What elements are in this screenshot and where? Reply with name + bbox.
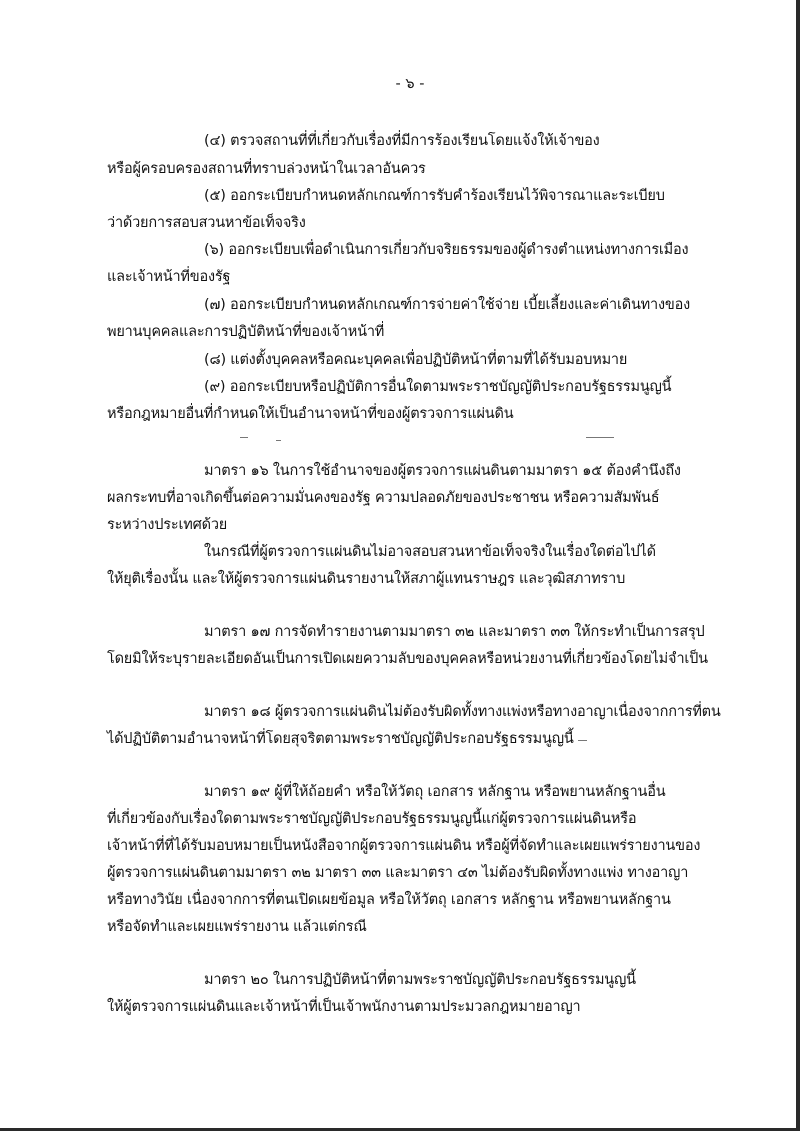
text-line-14: ระหว่างประเทศด้วย — [107, 517, 228, 533]
text-line-18: โดยมิให้ระบุรายละเอียดอันเป็นการเปิดเผยความลับของบุคคลหรือหน่วยงานที่เกี่ยวข้องโดยไม่จำเป็น — [107, 651, 708, 667]
text-line-9: (๘) แต่งตั้งบุคคลหรือคณะบุคคลเพื่อปฏิบัติหน้าที่ตามที่ได้รับมอบหมาย — [204, 352, 628, 368]
text-line-24: ผู้ตรวจการแผ่นดินตามมาตรา ๓๒ มาตรา ๓๓ และมาตรา ๔๓ ไม่ต้องรับผิดทั้งทางแพ่ง ทางอาญา — [107, 865, 689, 881]
text-line-28: ให้ผู้ตรวจการแผ่นดินและเจ้าหน้าที่เป็นเจ้าพนักงานตามประมวลกฎหมายอาญา — [107, 999, 581, 1015]
text-line-22: ที่เกี่ยวข้องกับเรื่องใดตามพระราชบัญญัติประกอบรัฐธรรมนูญนี้แก่ผู้ตรวจการแผ่นดินหรือ — [107, 811, 637, 827]
page-number: - ๖ - — [395, 76, 425, 92]
scan-mark — [240, 437, 248, 438]
text-line-16: ให้ยุติเรื่องนั้น และให้ผู้ตรวจการแผ่นดินรายงานให้สภาผู้แทนราษฎร และวุฒิสภาทราบ — [107, 571, 626, 587]
text-line-27: มาตรา ๒๐ ในการปฏิบัติหน้าที่ตามพระราชบัญญัติประกอบรัฐธรรมนูญนี้ — [204, 972, 636, 988]
text-line-5: (๖) ออกระเบียบเพื่อดำเนินการเกี่ยวกับจริยธรรมของผู้ดำรงตำแหน่งทางการเมือง — [204, 242, 689, 258]
text-line-26: หรือจัดทำและเผยแพร่รายงาน แล้วแต่กรณี — [107, 919, 367, 935]
text-line-20: ได้ปฏิบัติตามอำนาจหน้าที่โดยสุจริตตามพระราชบัญญัติประกอบรัฐธรรมนูญนี้ — [107, 731, 574, 747]
text-line-15: ในกรณีที่ผู้ตรวจการแผ่นดินไม่อาจสอบสวนหาข้อเท็จจริงในเรื่องใดต่อไปได้ — [204, 544, 656, 560]
text-line-4: ว่าด้วยการสอบสวนหาข้อเท็จจริง — [107, 215, 306, 231]
text-line-2: หรือผู้ครอบครองสถานที่ทราบล่วงหน้าในเวลาอันควร — [107, 161, 426, 177]
scan-mark — [586, 437, 614, 438]
text-line-6: และเจ้าหน้าที่ของรัฐ — [107, 269, 231, 285]
text-line-1: (๔) ตรวจสถานที่ที่เกี่ยวกับเรื่องที่มีการร้องเรียนโดยแจ้งให้เจ้าของ — [204, 133, 600, 149]
text-line-17: มาตรา ๑๗ การจัดทำรายงานตามมาตรา ๓๒ และมาตรา ๓๓ ให้กระทำเป็นการสรุป — [204, 624, 705, 640]
scan-mark — [578, 740, 587, 741]
text-line-12: มาตรา ๑๖ ในการใช้อำนาจของผู้ตรวจการแผ่นดินตามมาตรา ๑๕ ต้องคำนึงถึง — [204, 463, 681, 479]
text-line-25: หรือทางวินัย เนื่องจากการที่ตนเปิดเผยข้อมูล หรือให้วัตถุ เอกสาร หลักฐาน หรือพยานหลักฐาน — [107, 892, 671, 908]
scan-mark — [276, 440, 281, 441]
text-line-19: มาตรา ๑๘ ผู้ตรวจการแผ่นดินไม่ต้องรับผิดทั้งทางแพ่งหรือทางอาญาเนื่องจากการที่ตน — [204, 704, 721, 720]
text-line-3: (๕) ออกระเบียบกำหนดหลักเกณฑ์การรับคำร้องเรียนไว้พิจารณาและระเบียบ — [204, 188, 665, 204]
text-line-10: (๙) ออกระเบียบหรือปฏิบัติการอื่นใดตามพระราชบัญญัติประกอบรัฐธรรมนูญนี้ — [204, 379, 672, 395]
text-line-11: หรือกฎหมายอื่นที่กำหนดให้เป็นอำนาจหน้าที่ของผู้ตรวจการแผ่นดิน — [107, 406, 514, 422]
page-edge-right — [796, 0, 800, 1131]
text-line-23: เจ้าหน้าที่ที่ได้รับมอบหมายเป็นหนังสือจากผู้ตรวจการแผ่นดิน หรือผู้ที่จัดทำและเผยแพร่รายงานของ — [107, 838, 701, 854]
text-line-21: มาตรา ๑๙ ผู้ที่ให้ถ้อยคำ หรือให้วัตถุ เอกสาร หลักฐาน หรือพยานหลักฐานอื่น — [204, 784, 666, 800]
text-line-8: พยานบุคคลและการปฏิบัติหน้าที่ของเจ้าหน้าที่ — [107, 324, 385, 340]
text-line-13: ผลกระทบที่อาจเกิดขึ้นต่อความมั่นคงของรัฐ ความปลอดภัยของประชาชน หรือความสัมพันธ์ — [107, 490, 660, 506]
text-line-7: (๗) ออกระเบียบกำหนดหลักเกณฑ์การจ่ายค่าใช้จ่าย เบี้ยเลี้ยงและค่าเดินทางของ — [204, 297, 690, 313]
